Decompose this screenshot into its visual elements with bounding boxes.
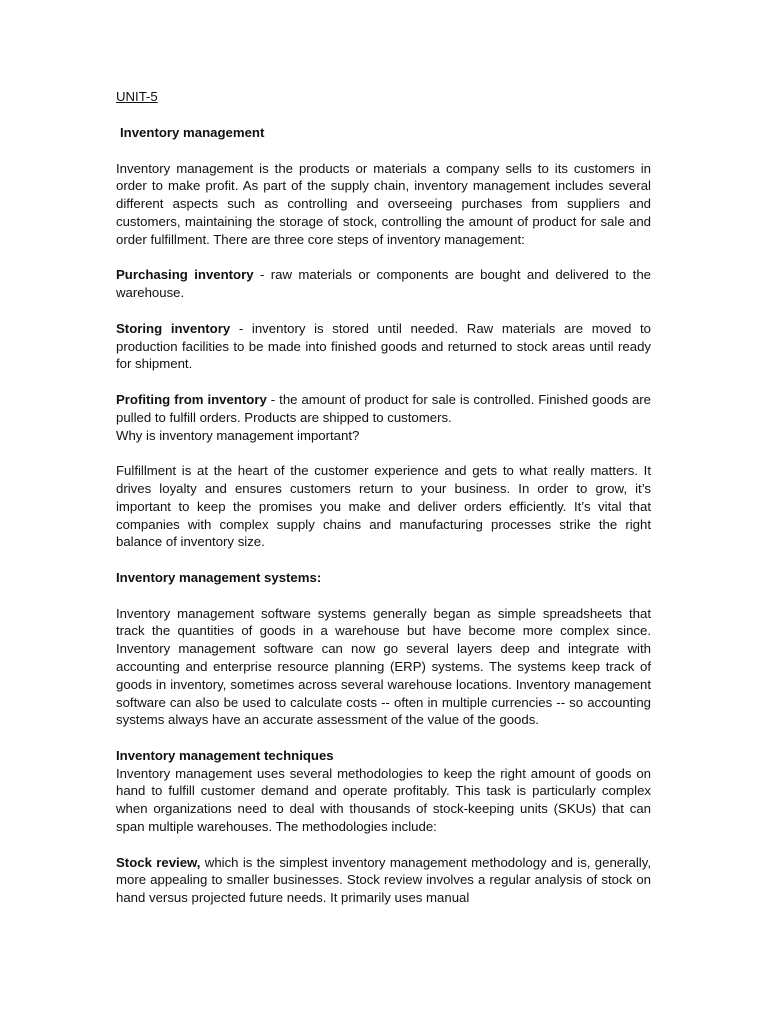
step-term: Storing inventory [116, 320, 231, 336]
step-purchasing [116, 266, 651, 302]
step-text: - the amount of product for sale is controlled. Finished goods are pulled to fulfill orders. Products are shipped to customers. [116, 391, 651, 425]
document-title: Inventory management [120, 124, 265, 140]
stock-review-text: which is the simplest inventory management methodology and is, generally, more appealing to smaller businesses. Stock review involves a regular analysis of stock on hand versus projected future needs. It primarily uses manual [116, 854, 651, 906]
step-profiting [116, 391, 651, 427]
systems-paragraph: Inventory management software systems generally began as simple spreadsheets that track the quantities of goods in a warehouse but have become more complex since. Inventory management software can now go several layers deep and integrate with accounting and enterprise resource planning (ERP) systems. The systems keep track of goods in inventory, sometimes across several warehouse locations. Inventory management software can also be used to calculate costs -- often in multiple currencies -- so accounting systems always have an accurate assessment of the value of the goods. [116, 605, 651, 728]
techniques-heading: Inventory management techniques [116, 747, 334, 763]
stock-review-term: Stock review, [116, 854, 201, 870]
step-text: - raw materials or components are bought and delivered to the warehouse. [116, 267, 651, 301]
importance-paragraph: Fulfillment is at the heart of the customer experience and gets to what really matters. It drives loyalty and ensures customers return to your business. In order to grow, it’s important to keep the promises you make and deliver orders efficiently. It’s vital that companies with complex supply chains and manufacturing processes strike the right balance of inventory size. [116, 463, 651, 550]
stock-review-paragraph [116, 854, 651, 907]
document-page [116, 88, 651, 907]
systems-heading: Inventory management systems: [116, 569, 322, 585]
importance-question: Why is inventory management important? [116, 427, 360, 443]
step-term: Purchasing inventory [116, 267, 254, 283]
step-storing [116, 320, 651, 373]
unit-label: UNIT-5 [116, 89, 158, 104]
intro-paragraph: Inventory management is the products or materials a company sells to its customers in order to make profit. As part of the supply chain, inventory management includes several different aspects such as controlling and overseeing purchases from suppliers and customers, maintaining the storage of stock, controlling the amount of product for sale and order fulfillment. There are three core steps of inventory management: [116, 160, 651, 247]
step-term: Profiting from inventory [116, 391, 267, 407]
step-text: - inventory is stored until needed. Raw materials are moved to production facilities to be made into finished goods and returned to stock areas until ready for shipment. [116, 320, 652, 372]
techniques-paragraph: Inventory management uses several methodologies to keep the right amount of goods on hand to fulfill customer demand and operate profitably. This task is particularly complex when organizations need to deal with thousands of stock-keeping units (SKUs) that can span multiple warehouses. The methodologies include: [116, 765, 651, 835]
